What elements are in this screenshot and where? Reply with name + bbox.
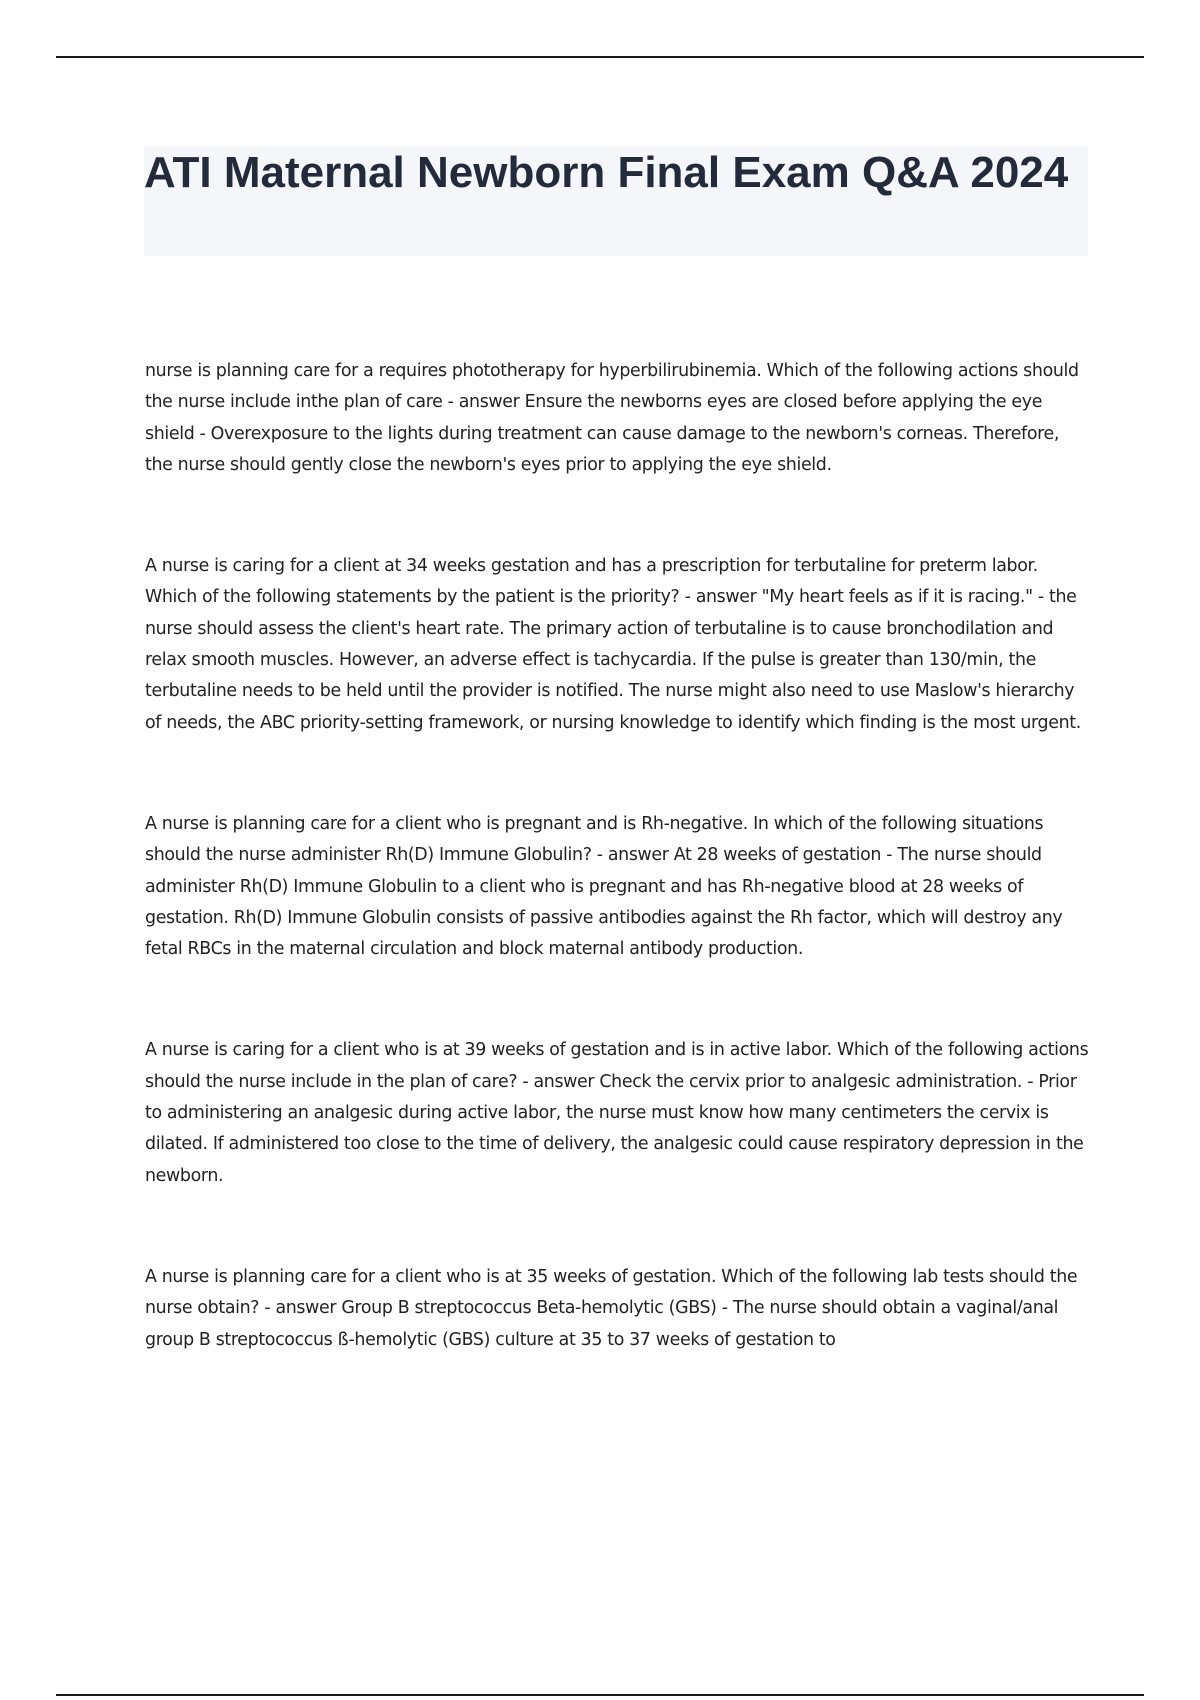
page-title: ATI Maternal Newborn Final Exam Q&A 2024: [144, 148, 1069, 197]
qa-item-1: nurse is planning care for a requires phototherapy for hyperbilirubinemia. Which of the following actions should the nurse include inthe plan of care - answer Ensure the newborns eyes are closed before applying the eye shield - Overexposure to the lights during treatment can cause damage to the newborn's corneas. Therefore, the nurse should gently close the newborn's eyes prior to applying the eye shield.: [145, 361, 1079, 475]
title-banner: [144, 146, 1088, 256]
qa-item-2: A nurse is caring for a client at 34 weeks gestation and has a prescription for terbutaline for preterm labor. Which of the following statements by the patient is the priority? - answer "My heart feels as if it is racing." - the nurse should assess the client's heart rate. The primary action of terbutaline is to cause bronchodilation and relax smooth muscles. However, an adverse effect is tachycardia. If the pulse is greater than 130/min, the terbutaline needs to be held until the provider is notified. The nurse might also need to use Maslow's hierarchy of needs, the ABC priority-setting framework, or nursing knowledge to identify which finding is the most urgent.: [145, 556, 1081, 733]
qa-item-3: A nurse is planning care for a client who is pregnant and is Rh-negative. In which of the following situations should the nurse administer Rh(D) Immune Globulin? - answer At 28 weeks of gestation - The nurse should administer Rh(D) Immune Globulin to a client who is pregnant and has Rh-negative blood at 28 weeks of gestation. Rh(D) Immune Globulin consists of passive antibodies against the Rh factor, which will destroy any fetal RBCs in the maternal circulation and block maternal antibody production.: [145, 813, 1063, 960]
top-divider: [56, 56, 1144, 58]
qa-item-5: A nurse is planning care for a client who is at 35 weeks of gestation. Which of the following lab tests should the nurse obtain? - answer Group B streptococcus Beta-hemolytic (GBS) - The nurse should obtain a vaginal/anal group B streptococcus ß-hemolytic (GBS) culture at 35 to 37 weeks of gestation to: [145, 1266, 1078, 1350]
bottom-divider: [56, 1694, 1144, 1696]
qa-item-4: A nurse is caring for a client who is at 39 weeks of gestation and is in active labor. Which of the following actions should the nurse include in the plan of care? - answer Check the cervix prior to analgesic administration. - Prior to administering an analgesic during active labor, the nurse must know how many centimeters the cervix is dilated. If administered too close to the time of delivery, the analgesic could cause respiratory depression in the newborn.: [145, 1040, 1089, 1186]
qa-list: [145, 356, 1090, 1356]
